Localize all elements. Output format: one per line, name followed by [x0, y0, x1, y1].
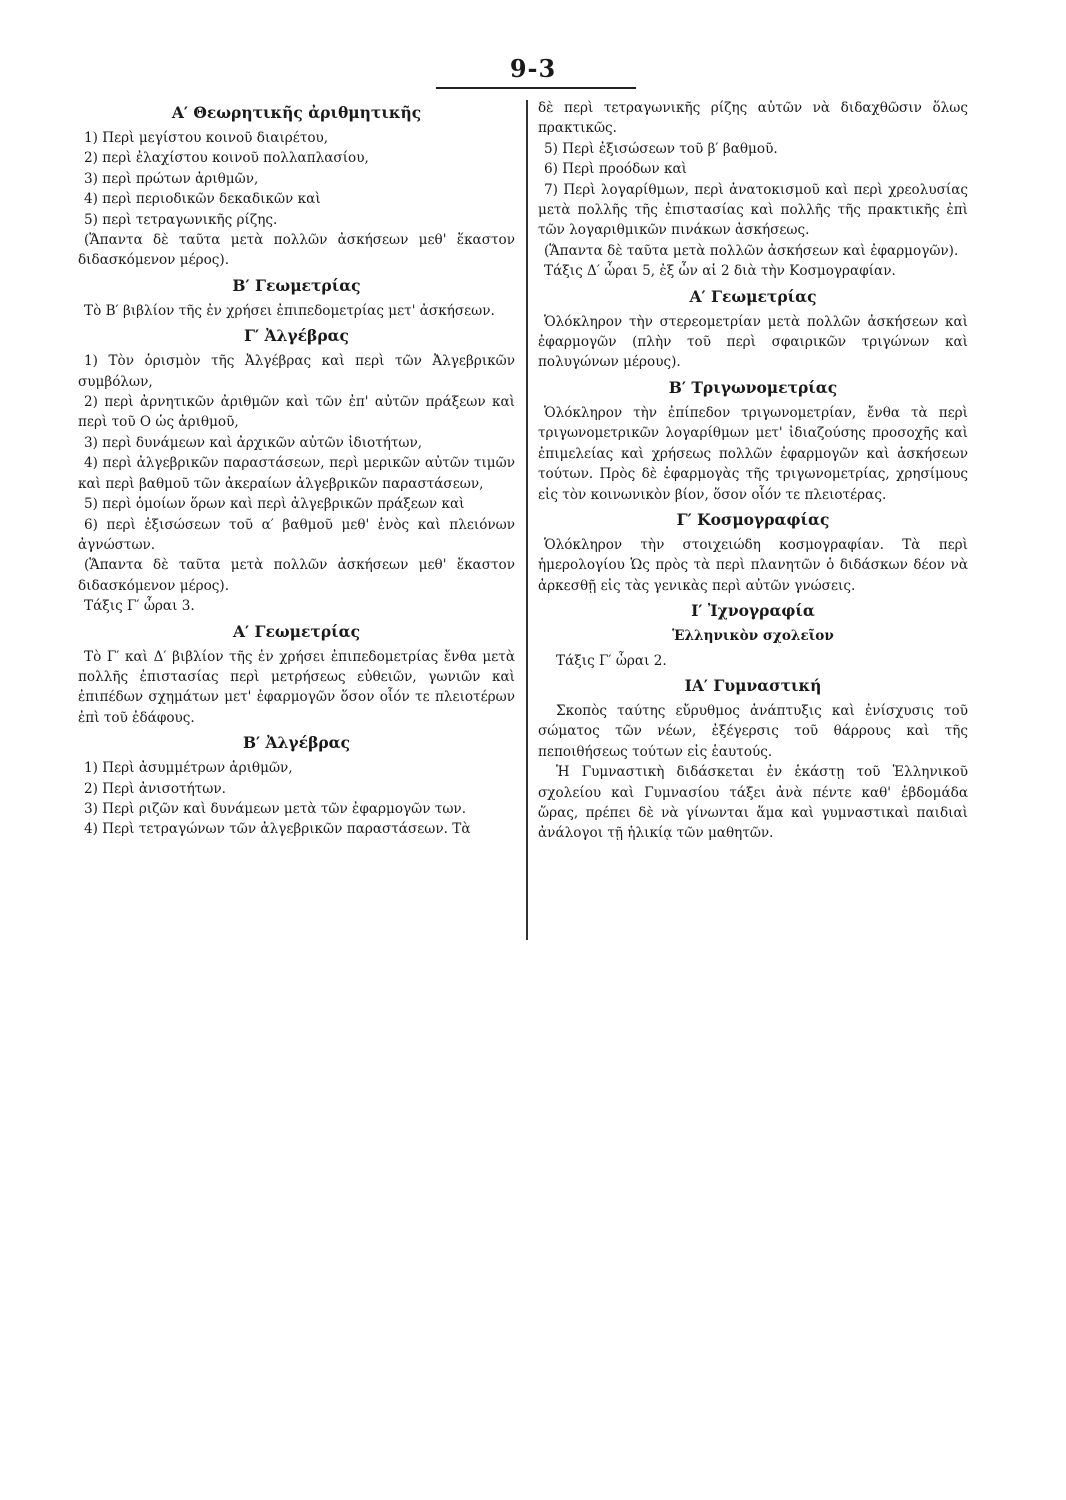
list-item: 1) Τὸν ὁρισμὸν τῆς Ἀλγέβρας καὶ περὶ τῶν Ἀλγεβρικῶν συμβόλων, [78, 353, 515, 390]
list-item: 1) Περὶ ἀσυμμέτρων ἀριθμῶν, [84, 760, 293, 777]
exercise-note: (Ἅπαντα δὲ ταῦτα μετὰ πολλῶν ἀσκήσεων μεθ' ἕκαστον διδασκόμενον μέρος). [78, 557, 515, 594]
list-item: 5) περὶ τετραγωνικῆς ρίζης. [84, 211, 278, 228]
paragraph: Σκοπὸς ταύτης εὔρυθμος ἀνάπτυξις καὶ ἐνίσχυσις τοῦ σώματος τῶν νέων, ἐξέγερσις τοῦ θάρρους καὶ τῆς πεποιθήσεως τούτων εἰς ἑαυτούς. [538, 702, 968, 760]
heading-cosmography: Γ′ Κοσμογραφίας [676, 509, 830, 529]
heading-geometry-a-right: Α′ Γεωμετρίας [689, 286, 817, 306]
class-hours: Τάξις Γ′ ὧραι 3. [84, 598, 195, 615]
paragraph: Ἡ Γυμναστικὴ διδάσκεται ἐν ἑκάστῃ τοῦ Ἑλληνικοῦ σχολείου καὶ Γυμνασίου τάξει ἀνὰ πέντε καθ' ἑβδομάδα ὥρας, πρέπει δὲ νὰ γίνωνται ἅμα καὶ γυμναστικαὶ παιδιαὶ ἀνάλογοι τῇ ἡλικίᾳ τῶν μαθητῶν. [538, 764, 968, 842]
page-number: 9-3 [509, 54, 557, 83]
paragraph: Ὁλόκληρον τὴν στοιχειώδη κοσμογραφίαν. Τὰ περὶ ἡμερολογίου Ὡς πρὸς τὰ περὶ πλανητῶν ὁ διδάσκων δέον νὰ ἀρκεσθῇ εἰς τὰς γενικὰς περὶ αὐτῶν γνώσεις. [538, 536, 968, 594]
heading-algebra-c: Γ′ Ἀλγέβρας [243, 326, 349, 346]
list-item: 2) περὶ ἀρνητικῶν ἀριθμῶν καὶ τῶν ἐπ' αὐτῶν πράξεων καὶ περὶ τοῦ Ο ὡς ἀριθμοῦ, [78, 394, 515, 431]
subheading-hellenic-school: Ἑλληνικὸν σχολεῖον [672, 628, 834, 645]
heading-geometry-b: Β′ Γεωμετρίας [232, 275, 361, 295]
list-item: 4) περὶ περιοδικῶν δεκαδικῶν καὶ [84, 191, 321, 208]
heading-drawing: Ι′ Ἰχνογραφία [691, 601, 815, 621]
list-item: 3) περὶ δυνάμεων καὶ ἀρχικῶν αὐτῶν ἰδιοτήτων, [84, 434, 423, 451]
list-item: 7) Περὶ λογαρίθμων, περὶ ἀνατοκισμοῦ καὶ περὶ χρεολυσίας μετὰ πολλῆς τῆς ἐπιστασίας καὶ πολλῆς τῆς πρακτικῆς ἐπὶ τῶν λογαριθμικῶν πινάκων ἀσκήσεως. [538, 181, 968, 239]
class-hours: Τάξις Γ′ ὧραι 2. [556, 652, 667, 669]
list-item: 2) Περὶ ἀνισοτήτων. [84, 780, 226, 797]
paragraph: Ὁλόκληρον τὴν στερεομετρίαν μετὰ πολλῶν ἀσκήσεων καὶ ἐφαρμογῶν (πλὴν τοῦ περὶ σφαιρικῶν τριγώνων καὶ πολυγώνων μέρους). [538, 313, 968, 371]
continuation-text: δὲ περὶ τετραγωνικῆς ρίζης αὐτῶν νὰ διδαχθῶσιν ὅλως πρακτικῶς. [538, 100, 968, 137]
list-item: 5) περὶ ὁμοίων ὅρων καὶ περὶ ἀλγεβρικῶν πράξεων καὶ [84, 496, 465, 513]
list-item: 6) Περὶ προόδων καὶ [544, 161, 687, 178]
paragraph: Τὸ Γ′ καὶ Δ′ βιβλίον τῆς ἐν χρήσει ἐπιπεδομετρίας ἔνθα μετὰ πολλῆς ἐπιστασίας περὶ μετρήσεως εὐθειῶν, γωνιῶν καὶ ἐπιπέδων σχημάτων μετ' ἐφαρμογῶν ὅσον οἷόν τε πλειοτέρων ἐπὶ τοῦ ἐδάφους. [78, 648, 515, 726]
list-item: 6) περὶ ἐξισώσεων τοῦ α′ βαθμοῦ μεθ' ἑνὸς καὶ πλειόνων ἀγνώστων. [78, 516, 515, 553]
left-column [78, 98, 515, 840]
heading-trigonometry: Β′ Τριγωνομετρίας [668, 377, 838, 397]
heading-geometry-a: Α′ Γεωμετρίας [232, 621, 361, 641]
exercise-note: (Ἅπαντα δὲ ταῦτα μετὰ πολλῶν ἀσκήσεων μεθ' ἕκαστον διδασκόμενον μέρος). [78, 232, 515, 269]
paragraph: Τὸ Β′ βιβλίον τῆς ἐν χρήσει ἐπιπεδομετρίας μετ' ἀσκήσεων. [84, 302, 495, 319]
heading-theoretical-arithmetic: Α′ Θεωρητικῆς ἀριθμητικῆς [171, 103, 422, 122]
list-item: 5) Περὶ ἐξισώσεων τοῦ β′ βαθμοῦ. [544, 140, 778, 157]
paragraph: Ὁλόκληρον τὴν ἐπίπεδον τριγωνομετρίαν, ἔνθα τὰ περὶ τριγωνομετρικῶν λογαρίθμων μετ' ἰδιαζούσης προσοχῆς καὶ ἐπιμελείας καὶ χρήσεως πολλῶν ἐφαρμογῶν καὶ ἀσκήσεων τούτων. Πρὸς δὲ ἐφαρμογὰς τῆς τριγωνομετρίας, χρησίμους εἰς τὸν κοινωνικὸν βίον, ὅσον οἷόν τε πλειοτέρας. [538, 404, 968, 503]
list-item: 4) περὶ ἀλγεβρικῶν παραστάσεων, περὶ μερικῶν αὐτῶν τιμῶν καὶ περὶ βαθμοῦ τῶν ἀκεραίων ἀλγεβρικῶν παραστάσεων, [78, 455, 515, 492]
list-item: 3) περὶ πρώτων ἀριθμῶν, [84, 170, 259, 187]
class-hours: Τάξις Δ′ ὧραι 5, ἐξ ὧν αἱ 2 διὰ τὴν Κοσμογραφίαν. [544, 263, 896, 280]
list-item: 2) περὶ ἐλαχίστου κοινοῦ πολλαπλασίου, [84, 150, 369, 167]
right-column [538, 98, 968, 844]
heading-gymnastics: ΙΑ′ Γυμναστική [684, 675, 822, 695]
list-item: 3) Περὶ ριζῶν καὶ δυνάμεων μετὰ τῶν ἐφαρμογῶν των. [84, 800, 467, 817]
header-rule [436, 87, 636, 89]
heading-algebra-b: Β′ Ἀλγέβρας [242, 733, 351, 753]
list-item: 1) Περὶ μεγίστου κοινοῦ διαιρέτου, [84, 130, 329, 146]
list-item: 4) Περὶ τετραγώνων τῶν ἀλγεβρικῶν παραστάσεων. Τὰ [84, 821, 471, 838]
column-divider [526, 100, 528, 940]
exercise-note: (Ἅπαντα δὲ ταῦτα μετὰ πολλῶν ἀσκήσεων καὶ ἐφαρμογῶν). [544, 242, 959, 259]
